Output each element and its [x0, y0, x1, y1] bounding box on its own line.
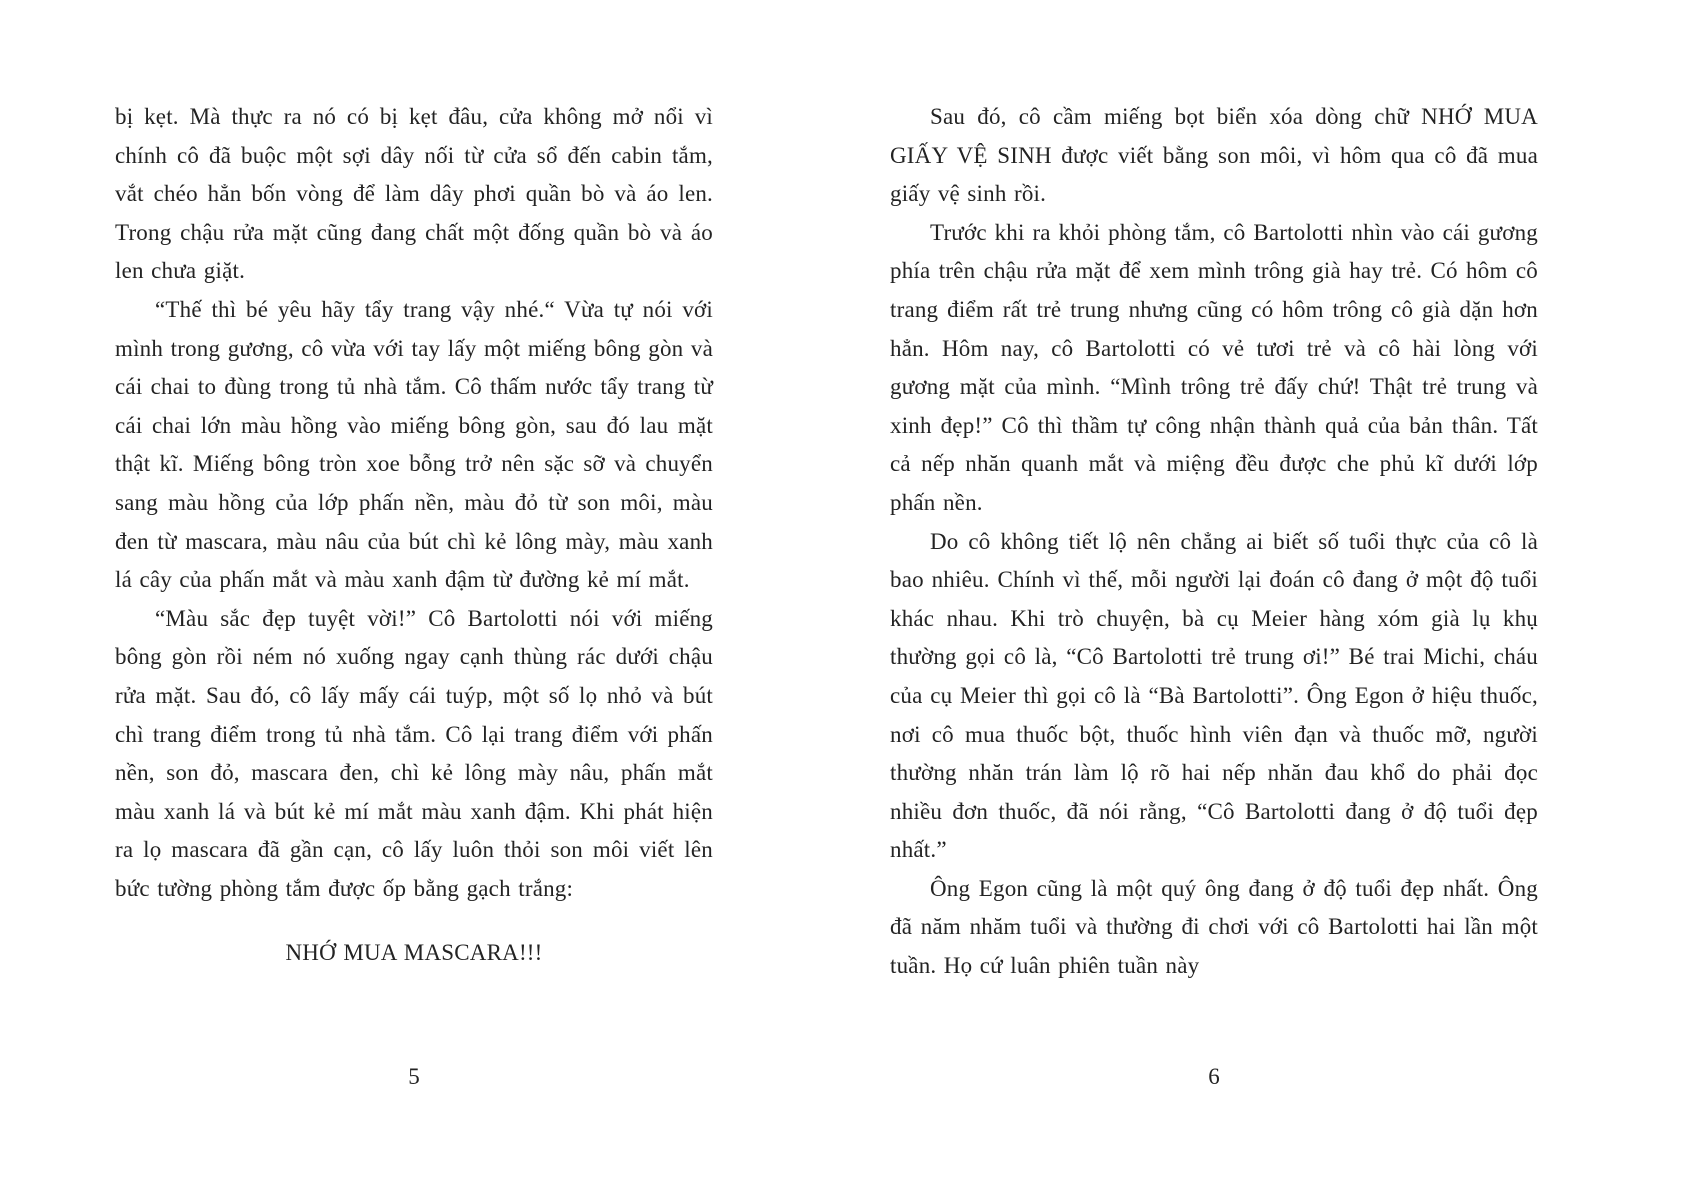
left-page-number: 5	[408, 1064, 420, 1089]
right-page-number: 6	[1208, 1064, 1220, 1089]
paragraph: “Màu sắc đẹp tuyệt vời!” Cô Bartolotti nói với miếng bông gòn rồi ném nó xuống ngay cạnh thùng rác dưới chậu rửa mặt. Sau đó, cô lấy mấy cái tuýp, một số lọ nhỏ và bút chì trang điểm trong tủ nhà tắm. Cô lại trang điểm với phấn nền, son đỏ, mascara đen, chì kẻ lông mày nâu, phấn mắt màu xanh lá và bút kẻ mí mắt màu xanh đậm. Khi phát hiện ra lọ mascara đã gần cạn, cô lấy luôn thỏi son môi viết lên bức tường phòng tắm được ốp bằng gạch trắng:	[115, 605, 713, 901]
paragraph: Sau đó, cô cầm miếng bọt biển xóa dòng chữ NHỚ MUA GIẤY VỆ SINH được viết bằng son môi, vì hôm qua cô đã mua giấy vệ sinh rồi.	[890, 104, 1538, 207]
paragraph: Trước khi ra khỏi phòng tắm, cô Bartolotti nhìn vào cái gương phía trên chậu rửa mặt để xem mình trông già hay trẻ. Có hôm cô trang điểm rất trẻ trung nhưng cũng có hôm trông cô già dặn hơn hẳn. Hôm nay, cô Bartolotti có vẻ tươi trẻ và cô hài lòng với gương mặt của mình. “Mình trông trẻ đấy chứ! Thật trẻ trung và xinh đẹp!” Cô thì thầm tự công nhận thành quả của bản thân. Tất cả nếp nhăn quanh mắt và miệng đều được che phủ kĩ dưới lớp phấn nền.	[890, 219, 1538, 515]
paragraph: Do cô không tiết lộ nên chẳng ai biết số tuổi thực của cô là bao nhiêu. Chính vì thế, mỗi người lại đoán cô đang ở một độ tuổi khác nhau. Khi trò chuyện, bà cụ Meier hàng xóm già lụ khụ thường gọi cô là, “Cô Bartolotti trẻ trung ơi!” Bé trai Michi, cháu của cụ Meier thì gọi cô là “Bà Bartolotti”. Ông Egon ở hiệu thuốc, nơi cô mua thuốc bột, thuốc hình viên đạn và thuốc mỡ, người thường nhăn trán làm lộ rõ hai nếp nhăn đau khổ do phải đọc nhiều đơn thuốc, đã nói rằng, “Cô Bartolotti đang ở độ tuổi đẹp nhất.”	[890, 528, 1538, 863]
paragraph: bị kẹt. Mà thực ra nó có bị kẹt đâu, cửa không mở nổi vì chính cô đã buộc một sợi dây nối từ cửa sổ đến cabin tắm, vắt chéo hẳn bốn vòng để làm dây phơi quần bò và áo len. Trong chậu rửa mặt cũng đang chất một đống quần bò và áo len chưa giặt.	[115, 104, 713, 284]
display-line: NHỚ MUA MASCARA!!!	[285, 940, 543, 966]
paragraph: Ông Egon cũng là một quý ông đang ở độ tuổi đẹp nhất. Ông đã năm nhăm tuổi và thường đi chơi với cô Bartolotti hai lần một tuần. Họ cứ luân phiên tuần này	[890, 875, 1538, 979]
paragraph: “Thế thì bé yêu hãy tẩy trang vậy nhé.“ Vừa tự nói với mình trong gương, cô vừa với tay lấy một miếng bông gòn và cái chai to đùng trong tủ nhà tắm. Cô thấm nước tẩy trang từ cái chai lớn màu hồng vào miếng bông gòn, sau đó lau mặt thật kĩ. Miếng bông tròn xoe bỗng trở nên sặc sỡ và chuyển sang màu hồng của lớp phấn nền, màu đỏ từ son môi, màu đen từ mascara, màu nâu của bút chì kẻ lông mày, màu xanh lá cây của phấn mắt và màu xanh đậm từ đường kẻ mí mắt.	[115, 296, 713, 593]
right-page-text-block	[890, 98, 1538, 986]
left-page-text-block	[115, 98, 713, 973]
